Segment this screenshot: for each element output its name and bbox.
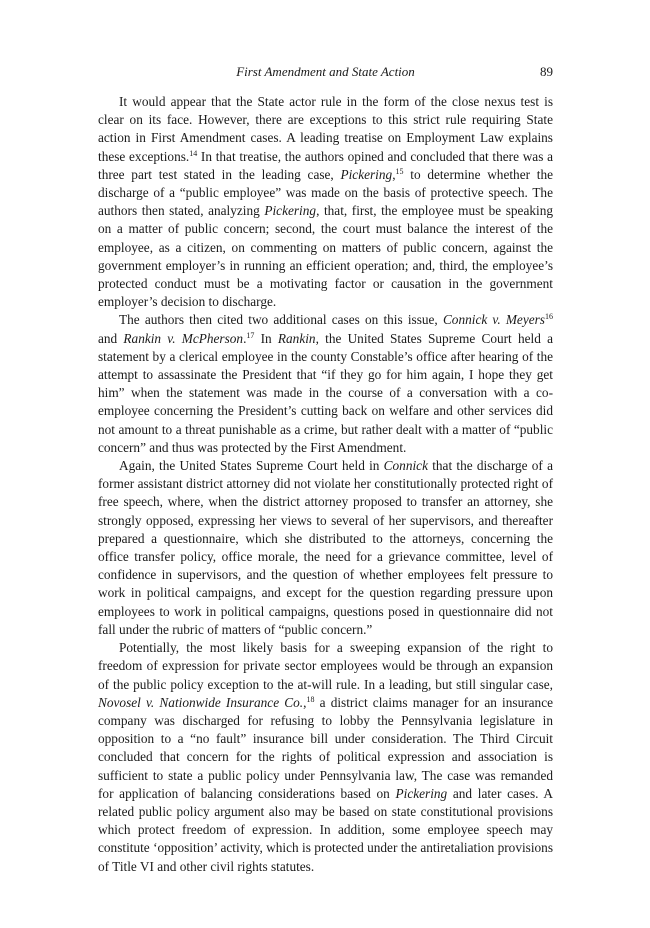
case-name: Connick <box>383 458 428 474</box>
text-run: , <box>303 694 307 710</box>
text-run: In that treatise, the authors opined and concluded that there was a three part test stated in the leading case, <box>98 148 553 182</box>
text-run: , that, first, the employee must be speaking on a matter of public concern; second, the court must balance the interest of the employee, as a citizen, on commenting on matters of public concern, against the government employer’s in running an efficient operation; and, third, the employee’s protected conduct must be a motivating factor or causation in the government employer’s decision to discharge. <box>98 203 553 310</box>
text-run: Again, the United States Supreme Court held in <box>119 458 384 474</box>
body-text <box>98 93 553 876</box>
text-run: The authors then cited two additional cases on this issue, <box>119 312 443 328</box>
paragraph-3 <box>98 457 553 639</box>
paragraph-1 <box>98 93 553 311</box>
text-run: It would appear that the State actor rule in the form of the close nexus test is clear on its face. However, there are exceptions to this strict rule requiring State action in First Amendment cases. A leading treatise on Employment Law explains these exceptions. <box>98 94 553 164</box>
case-name: Pickering <box>395 785 448 801</box>
case-name: Pickering <box>264 203 317 219</box>
text-run: , <box>392 166 396 182</box>
text-run: Potentially, the most likely basis for a sweeping expansion of the right to freedom of expression for private sector employees would be through an expansion of the public policy exception to the at-will rule. In a leading, but still singular case, <box>98 640 553 692</box>
case-name: Novosel v. Nationwide Insurance Co. <box>98 694 304 710</box>
text-run: to determine whether the discharge of a “public employee” was made on the basis of protective speech. The authors then stated, analyzing <box>98 166 554 219</box>
paragraph-4 <box>98 639 553 876</box>
text-run: , the United States Supreme Court held a statement by a clerical employee in the county Constable’s office after hearing of the attempt to assassinate the President that “if they go for him again, I hope they get him” when the statement was made in the course of a conversation with a co-employee concerning the President’s cutting back on welfare and other services did not amount to a threat punishable as a crime, but rather dealt with a matter of “public concern” and thus was protected by the First Amendment. <box>98 330 553 455</box>
text-run: a district claims manager for an insurance company was discharged for refusing to lobby the Pennsylvania legislature in opposition to a “no fault” insurance bill under consideration. The Third Circuit concluded that concern for the rights of political expression and association is sufficient to state a public policy under Pennsylvania law, The case was remanded for application of balancing considerations based on <box>98 694 553 801</box>
running-title: First Amendment and State Action <box>236 64 415 79</box>
case-name: Connick v. Meyers <box>442 312 545 328</box>
case-name: Rankin <box>277 330 316 346</box>
footnote-ref: 14 <box>189 148 198 158</box>
footnote-ref: 17 <box>246 330 255 340</box>
text-run: In <box>254 330 278 346</box>
case-name: Rankin v. McPherson <box>123 330 244 346</box>
footnote-ref: 16 <box>544 312 553 322</box>
text-run: . <box>243 330 247 346</box>
text-run: that the discharge of a former assistant district attorney did not violate her constitutionally protected right of free speech, where, when the district attorney proposed to transfer an attorney, she strongly opposed, expressing her views to several of her supervisors, and thereafter prepared a questionnaire, which she distributed to the attorneys, concerning the office transfer policy, office morale, the need for a grievance committee, level of confidence in supervisors, and the question of whether employees felt pressure to work in political campaigns, and except for the question regarding pressure upon employees to work in political campaigns, questions posed in questionnaire did not fall under the rubric of matters of “public concern.” <box>98 458 553 637</box>
text-run: and <box>98 330 124 346</box>
footnote-ref: 18 <box>306 694 315 704</box>
text-run: and later cases. A related public policy argument also may be based on state constitutional provisions which protect freedom of expression. In addition, some employee speech may constitute ‘opposition’ activity, which is protected under the antiretaliation provisions of Title VI and other civil rights statutes. <box>98 785 553 874</box>
case-name: Pickering <box>340 166 393 182</box>
running-head <box>98 62 553 82</box>
paragraph-2 <box>98 311 553 457</box>
page-number: 89 <box>540 64 553 79</box>
footnote-ref: 15 <box>395 166 404 176</box>
